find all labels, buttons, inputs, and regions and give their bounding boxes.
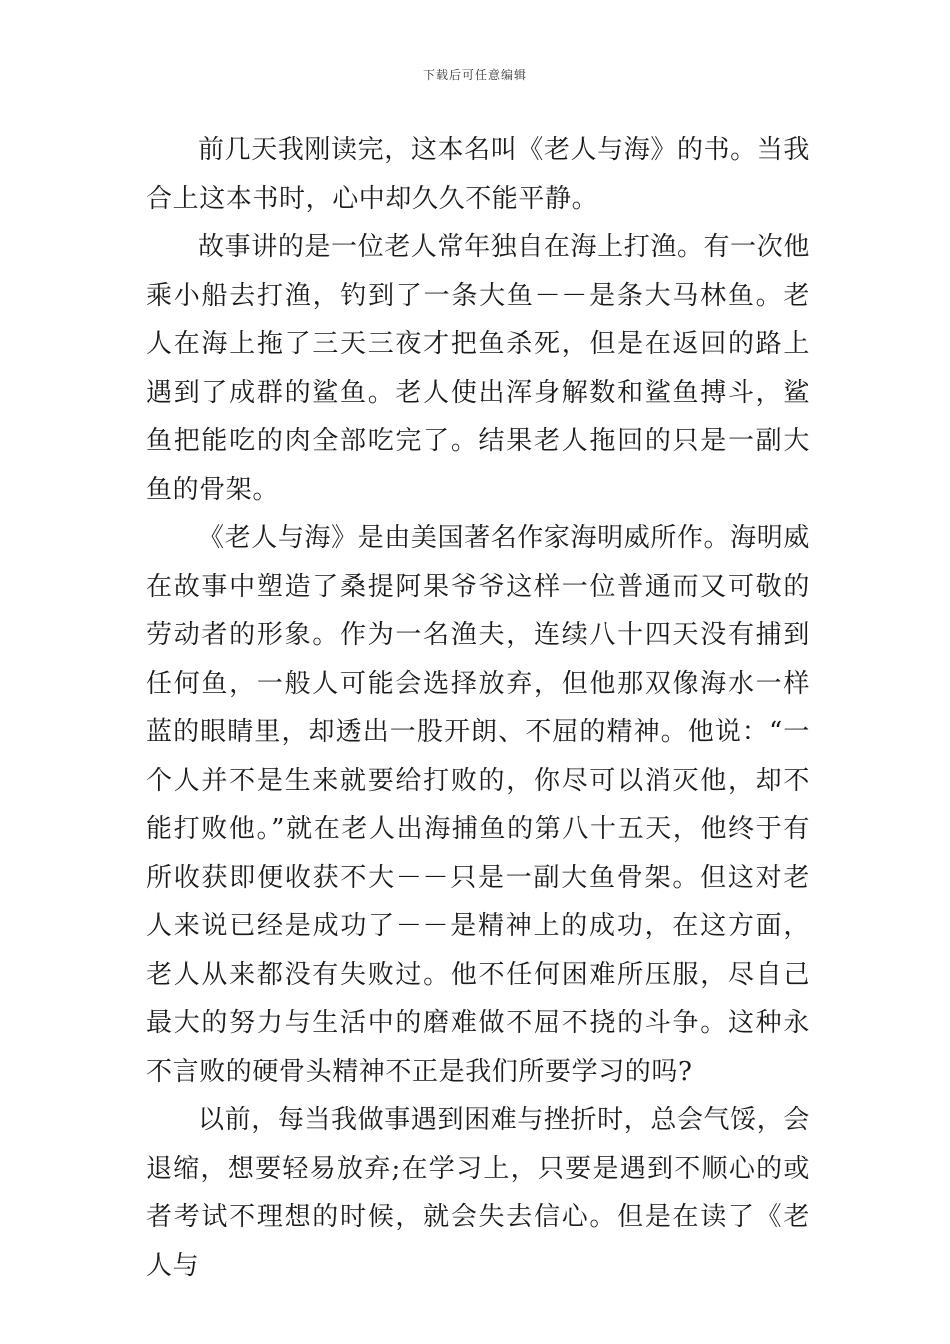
- paragraph-3: 《老人与海》是由美国著名作家海明威所作。海明威在故事中塑造了桑提阿果爷爷这样一位普通而又可敬的劳动者的形象。作为一名渔夫，连续八十四天没有捕到任何鱼，一般人可能会选择放弃，但他那双像海水一样蓝的眼睛里，却透出一股开朗、不屈的精神。他说：“一个人并不是生来就要给打败的，你尽可以消灭他，却不能打败他。”就在老人出海捕鱼的第八十五天，他终于有所收获即便收获不大－－只是一副大鱼骨架。但这对老人来说已经是成功了－－是精神上的成功，在这方面，老人从来都没有失败过。他不任何困难所压服，尽自己最大的努力与生活中的磨难做不屈不挠的斗争。这种永不言败的硬骨头精神不正是我们所要学习的吗?: [146, 523, 810, 1087]
- document-body: [146, 126, 810, 1290]
- paragraph-4: 以前，每当我做事遇到困难与挫折时，总会气馁，会退缩，想要轻易放弃;在学习上，只要是遇到不顺心的或者考试不理想的时候，就会失去信心。但是在读了《老人与: [146, 1105, 810, 1281]
- paragraph-1: 前几天我刚读完，这本名叫《老人与海》的书。当我合上这本书时，心中却久久不能平静。: [146, 135, 810, 214]
- page-header: 下载后可任意编辑: [422, 68, 527, 82]
- paragraph-2: 故事讲的是一位老人常年独自在海上打渔。有一次他乘小船去打渔，钓到了一条大鱼－－是条大马林鱼。老人在海上拖了三天三夜才把鱼杀死，但是在返回的路上遇到了成群的鲨鱼。老人使出浑身解数和鲨鱼搏斗，鲨鱼把能吃的肉全部吃完了。结果老人拖回的只是一副大鱼的骨架。: [146, 232, 810, 505]
